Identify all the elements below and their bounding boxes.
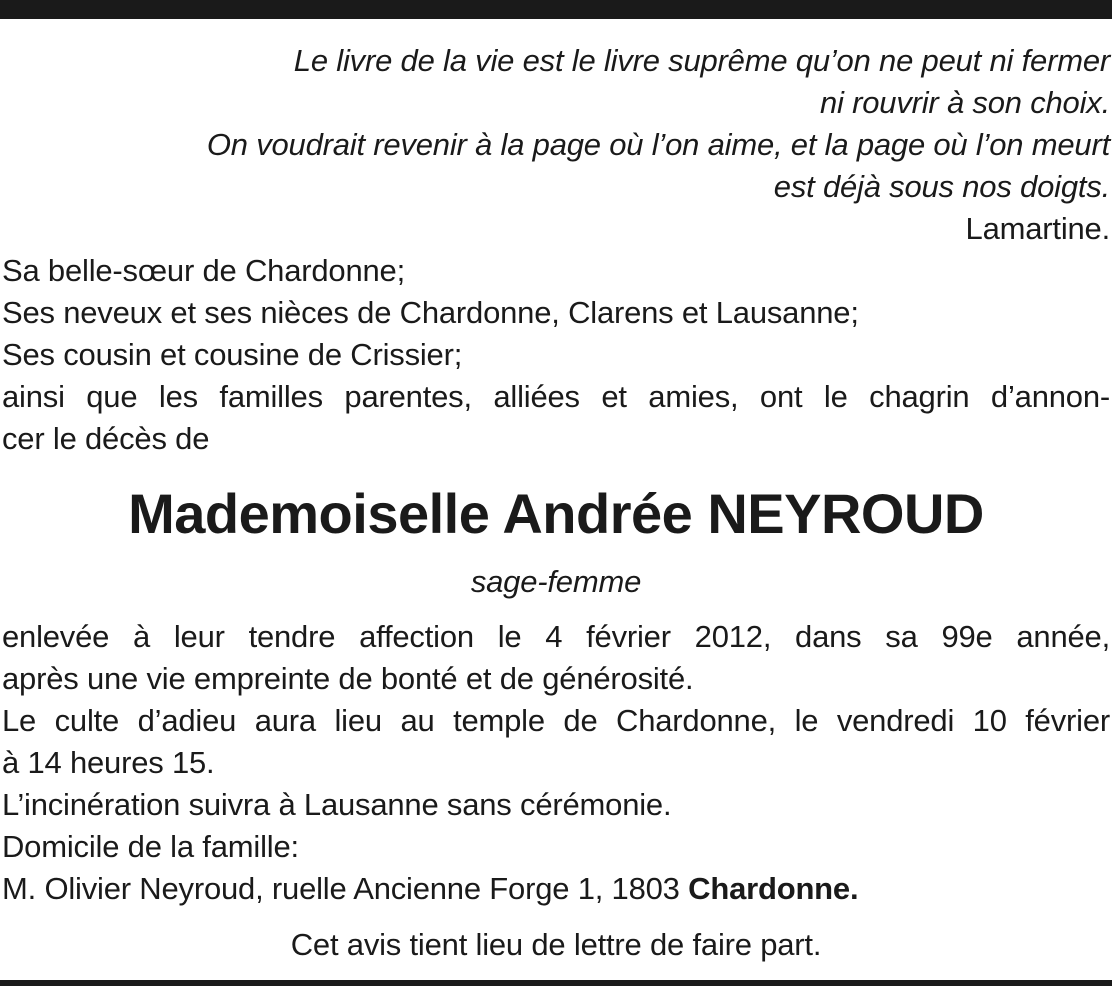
quote-line-3: On voudrait revenir à la page où l’on aime, et la page où l’on meurt xyxy=(206,127,1110,162)
family-line-5: cer le décès de xyxy=(2,421,210,456)
bottom-rule xyxy=(0,980,1112,986)
details-line-2: après une vie empreinte de bonté et de générosité. xyxy=(2,661,694,696)
details-line-6: Domicile de la famille: xyxy=(2,829,299,864)
footer-note: Cet avis tient lieu de lettre de faire part. xyxy=(290,927,822,962)
quote-line-4: est déjà sous nos doigts. xyxy=(773,169,1110,204)
deceased-profession: sage-femme xyxy=(470,564,642,599)
quote-author: Lamartine. xyxy=(965,211,1110,246)
details-line-4: à 14 heures 15. xyxy=(2,745,215,780)
details-line-5: L’incinération suivra à Lausanne sans cérémonie. xyxy=(2,787,672,822)
family-line-3: Ses cousin et cousine de Crissier; xyxy=(2,337,463,372)
top-rule xyxy=(0,0,1112,19)
address-prefix: M. Olivier Neyroud, ruelle Ancienne Forge 1, 1803 xyxy=(2,871,689,906)
quote-line-1: Le livre de la vie est le livre suprême qu’on ne peut ni fermer xyxy=(293,43,1110,78)
family-line-4: ainsi que les familles parentes, alliées et amies, ont le chagrin d’annon- xyxy=(2,379,1110,414)
details-line-3: Le culte d’adieu aura lieu au temple de Chardonne, le vendredi 10 février xyxy=(2,703,1110,738)
quote-line-2: ni rouvrir à son choix. xyxy=(819,85,1110,120)
address-city: Chardonne. xyxy=(688,871,859,906)
family-line-2: Ses neveux et ses nièces de Chardonne, Clarens et Lausanne; xyxy=(2,295,859,330)
address-line xyxy=(2,870,1110,908)
details-line-1: enlevée à leur tendre affection le 4 février 2012, dans sa 99e année, xyxy=(2,619,1110,654)
family-line-1: Sa belle-sœur de Chardonne; xyxy=(2,253,405,288)
deceased-name: Mademoiselle Andrée NEYROUD xyxy=(128,482,984,545)
